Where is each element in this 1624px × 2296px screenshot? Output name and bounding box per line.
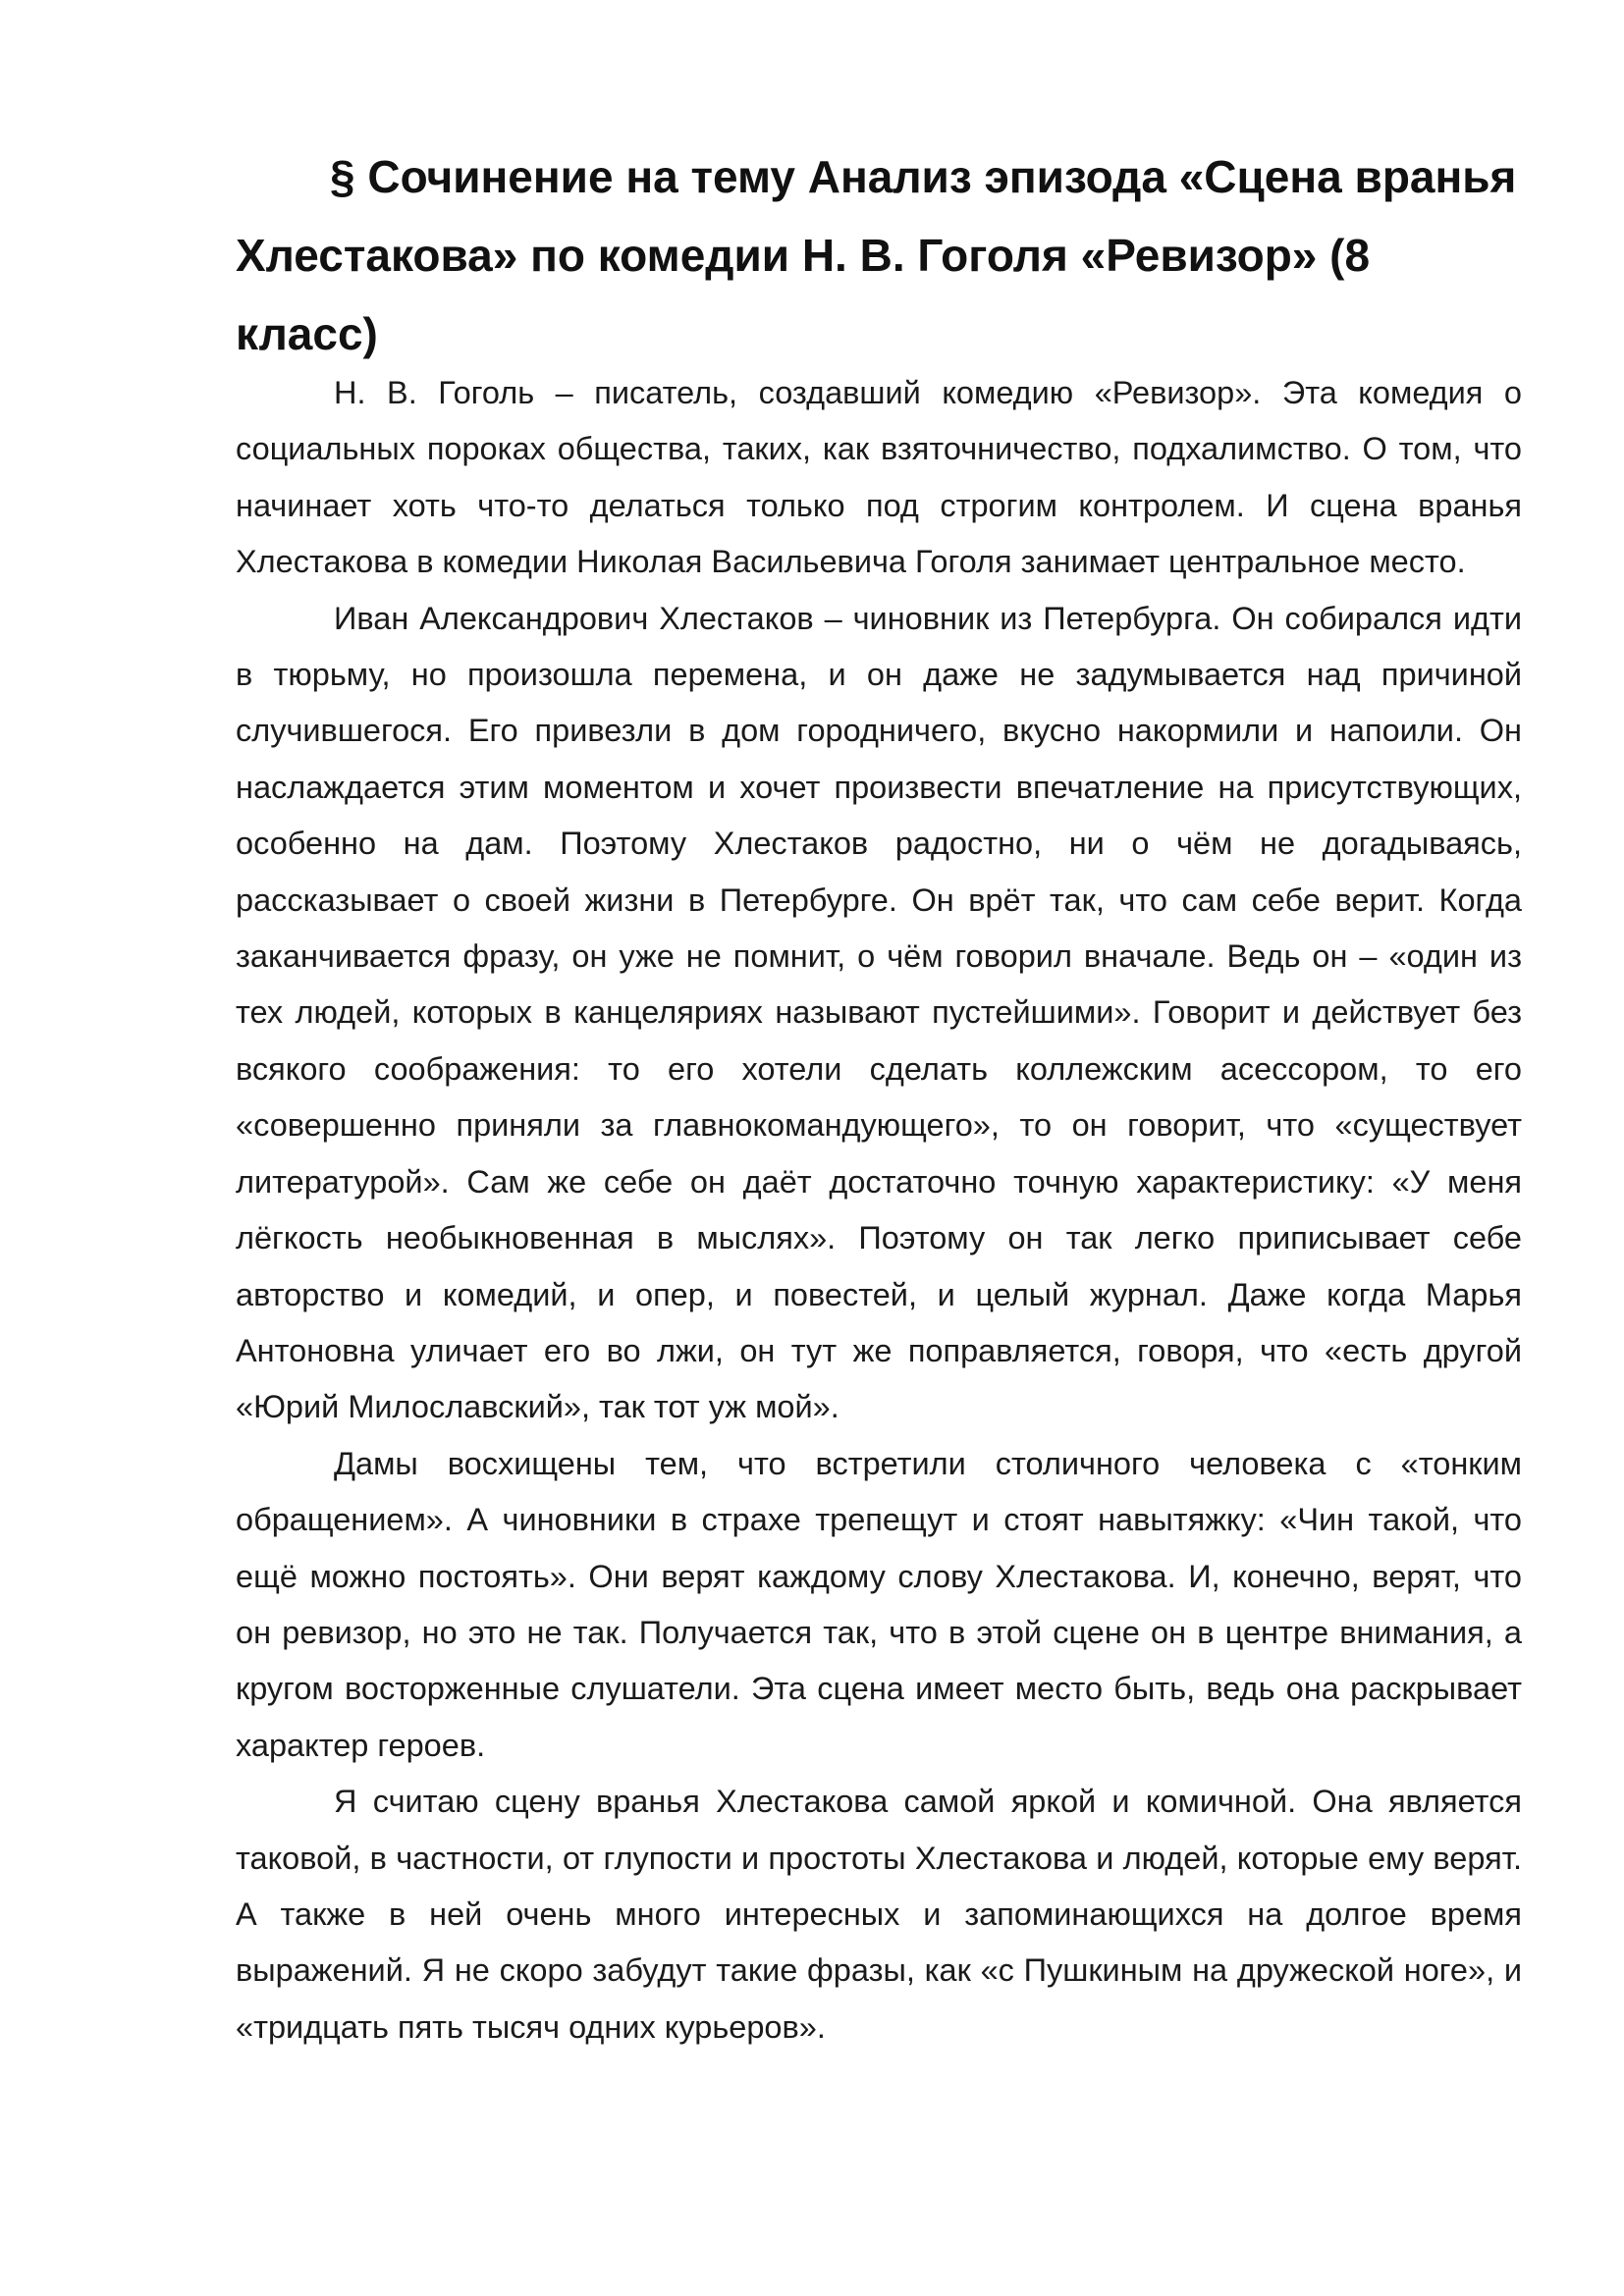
paragraph-3: Дамы восхищены тем, что встретили столичного человека с «тонким обращением». А чиновники в страхе трепещут и стоят навытяжку: «Чин такой, что ещё можно постоять». Они верят каждому слову Хлестакова. И, конечно, верят, что он ревизор, но это не так. Получается так, что в этой сцене он в центре внимания, а кругом восторженные слушатели. Эта сцена имеет место быть, ведь она раскрывает характер героев. (236, 1445, 1522, 1763)
paragraph-2: Иван Александрович Хлестаков – чиновник из Петербурга. Он собирался идти в тюрьму, но произошла перемена, и он даже не задумывается над причиной случившегося. Его привезли в дом городничего, вкусно накормили и напоили. Он наслаждается этим моментом и хочет произвести впечатление на присутствующих, особенно на дам. Поэтому Хлестаков радостно, ни о чём не догадываясь, рассказывает о своей жизни в Петербурге. Он врёт так, что сам себе верит. Когда заканчивается фразу, он уже не помнит, о чём говорил вначале. Ведь он – «один из тех людей, которых в канцеляриях называют пустейшими». Говорит и действует без всякого соображения: то его хотели сделать коллежским асессором, то его «совершенно приняли за главнокомандующего», то он говорит, что «существует литературой». Сам же себе он даёт достаточно точную характеристику: «У меня лёгкость необыкновенная в мыслях». Поэтому он так легко приписывает себе авторство и комедий, и опер, и повестей, и целый журнал. Даже когда Марья Антоновна уличает его во лжи, он тут же поправляется, говоря, что «есть другой «Юрий Милославский», так тот уж мой». (236, 600, 1522, 1425)
essay-body (236, 365, 1522, 2056)
paragraph-4: Я считаю сцену вранья Хлестакова самой яркой и комичной. Она является таковой, в частности, от глупости и простоты Хлестакова и людей, которые ему верят. А также в ней очень много интересных и запоминающихся на долгое время выражений. Я не скоро забудут такие фразы, как «с Пушкиным на дружеской ноге», и «тридцать пять тысяч одних курьеров». (236, 1784, 1522, 2045)
paragraph-1: Н. В. Гоголь – писатель, создавший комедию «Ревизор». Эта комедия о социальных пороках общества, таких, как взяточничество, подхалимство. О том, что начинает хоть что-то делаться только под строгим контролем. И сцена вранья Хлестакова в комедии Николая Васильевича Гоголя занимает центральное место. (236, 375, 1522, 580)
essay-title: § Сочинение на тему Анализ эпизода «Сцена вранья Хлестакова» по комедии Н. В. Гоголя «Ревизор» (8 класс) (236, 151, 1517, 359)
